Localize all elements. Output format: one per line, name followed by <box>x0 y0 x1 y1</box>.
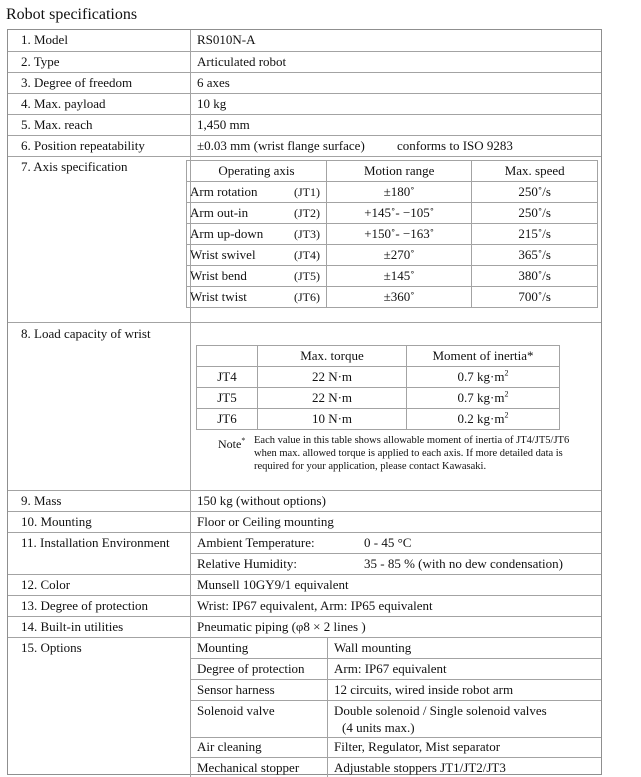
spec-row-utilities <box>8 616 601 637</box>
table-row <box>187 182 598 203</box>
load-inertia: 0.7 $kg\cdot m^2$ <box>407 388 560 409</box>
spec-row-reach <box>8 114 601 135</box>
axis-jt: (JT6) <box>283 287 327 308</box>
axis-speed: 250˚/s <box>472 182 598 203</box>
spec-value: Pneumatic piping (φ8 × 2 lines ) <box>197 619 366 634</box>
axis-range: ±360˚ <box>327 287 472 308</box>
spec-row-dof <box>8 72 601 93</box>
note-text: Each value in this table shows allowable moment of inertia of JT4/JT5/JT6 when max. allowed torque is applied to each axis. If more detailed data is required for your application, please contact Kawasaki. <box>254 435 570 472</box>
spec-row-mounting <box>8 511 601 532</box>
spec-value-extra: conforms to ISO 9283 <box>397 138 513 153</box>
spec-label: 15. Options <box>21 640 82 655</box>
note-label: Note* <box>218 436 246 451</box>
option-name: Sensor harness <box>197 682 275 697</box>
axis-name: Arm rotation <box>187 182 284 203</box>
axis-speed: 700˚/s <box>472 287 598 308</box>
spec-label: 7. Axis specification <box>21 159 128 174</box>
axis-range: ±145˚ <box>327 266 472 287</box>
load-axis: JT4 <box>197 367 258 388</box>
env-hum-value: 35 - 85 % (with no dew condensation) <box>364 556 563 571</box>
spec-row-environment <box>8 532 601 574</box>
spec-value: 1,450 mm <box>197 117 250 132</box>
axis-range: +150˚- −163˚ <box>327 224 472 245</box>
load-torque: 22 N·m <box>258 388 407 409</box>
spec-label: 13. Degree of protection <box>21 598 149 613</box>
env-temp-label: Ambient Temperature: <box>197 535 315 550</box>
table-row <box>187 203 598 224</box>
spec-value: ±0.03 mm (wrist flange surface) <box>197 138 365 153</box>
spec-value: 10 kg <box>197 96 227 111</box>
option-value: Double solenoid / Single solenoid valves <box>334 703 547 718</box>
table-row <box>187 287 598 308</box>
axis-name: Arm out-in <box>187 203 284 224</box>
axis-jt: (JT2) <box>283 203 327 224</box>
axis-speed: 365˚/s <box>472 245 598 266</box>
load-torque: 10 N·m <box>258 409 407 430</box>
spec-label: 11. Installation Environment <box>21 535 170 550</box>
axis-range: ±180˚ <box>327 182 472 203</box>
option-name: Mechanical stopper <box>197 760 300 775</box>
option-name: Air cleaning <box>197 739 262 754</box>
option-name: Mounting <box>197 640 249 655</box>
spec-row-color <box>8 574 601 595</box>
page-title: Robot specifications <box>6 6 138 23</box>
load-inertia: 0.7 $kg\cdot m^2$ <box>407 367 560 388</box>
axis-spec-table <box>186 160 598 308</box>
load-inertia: 0.2 $kg\cdot m^2$ <box>407 409 560 430</box>
spec-row-mass <box>8 490 601 511</box>
axis-speed: 215˚/s <box>472 224 598 245</box>
spec-label: 6. Position repeatability <box>21 138 145 153</box>
axis-name: Arm up-down <box>187 224 284 245</box>
axis-speed: 380˚/s <box>472 266 598 287</box>
option-value: Adjustable stoppers JT1/JT2/JT3 <box>334 760 506 775</box>
axis-jt: (JT4) <box>283 245 327 266</box>
spec-row-protection <box>8 595 601 616</box>
spec-value: Munsell 10GY9/1 equivalent <box>197 577 349 592</box>
spec-label: 10. Mounting <box>21 514 92 529</box>
axis-range: +145˚- −105˚ <box>327 203 472 224</box>
axis-speed: 250˚/s <box>472 203 598 224</box>
load-torque: 22 N·m <box>258 367 407 388</box>
spec-label: 2. Type <box>21 54 60 69</box>
load-axis: JT6 <box>197 409 258 430</box>
option-value: Arm: IP67 equivalent <box>334 661 447 676</box>
axis-range: ±270˚ <box>327 245 472 266</box>
load-header-axis <box>197 346 258 367</box>
option-value: Filter, Regulator, Mist separator <box>334 739 501 754</box>
spec-label: 3. Degree of freedom <box>21 75 133 90</box>
option-value: Wall mounting <box>334 640 412 655</box>
table-row <box>197 409 560 430</box>
spec-label: 5. Max. reach <box>21 117 93 132</box>
axis-jt: (JT1) <box>283 182 327 203</box>
axis-header-operating: Operating axis <box>187 161 327 182</box>
spec-row-model <box>8 30 601 51</box>
load-header-torque: Max. torque <box>258 346 407 367</box>
axis-header-speed: Max. speed <box>472 161 598 182</box>
load-capacity-table <box>196 345 560 430</box>
axis-jt: (JT5) <box>283 266 327 287</box>
spec-label: 4. Max. payload <box>21 96 106 111</box>
spec-value: RS010N-A <box>197 32 256 47</box>
load-header-inertia: Moment of inertia* <box>407 346 560 367</box>
spec-value: Floor or Ceiling mounting <box>197 514 334 529</box>
spec-label: 9. Mass <box>21 493 62 508</box>
env-temp-value: 0 - 45 °C <box>364 535 412 550</box>
option-name: Degree of protection <box>197 661 305 676</box>
spec-value: Wrist: IP67 equivalent, Arm: IP65 equivalent <box>197 598 433 613</box>
spec-label: 12. Color <box>21 577 71 592</box>
option-value: 12 circuits, wired inside robot arm <box>334 682 514 697</box>
axis-name: Wrist bend <box>187 266 284 287</box>
table-row <box>187 224 598 245</box>
table-row <box>197 367 560 388</box>
option-value-line2: (4 units max.) <box>342 720 415 735</box>
spec-value: 6 axes <box>197 75 230 90</box>
spec-value: 150 kg (without options) <box>197 493 326 508</box>
spec-row-type <box>8 51 601 72</box>
spec-row-options <box>8 637 601 777</box>
axis-name: Wrist swivel <box>187 245 284 266</box>
env-hum-label: Relative Humidity: <box>197 556 298 571</box>
axis-jt: (JT3) <box>283 224 327 245</box>
load-note <box>218 434 588 473</box>
spec-row-payload <box>8 93 601 114</box>
spec-label: 8. Load capacity of wrist <box>21 326 151 341</box>
spec-row-repeatability <box>8 135 601 156</box>
axis-name: Wrist twist <box>187 287 284 308</box>
load-axis: JT5 <box>197 388 258 409</box>
spec-label: 1. Model <box>21 32 68 47</box>
spec-value: Articulated robot <box>197 54 287 69</box>
axis-header-range: Motion range <box>327 161 472 182</box>
spec-label: 14. Built-in utilities <box>21 619 124 634</box>
table-row <box>187 245 598 266</box>
table-row <box>187 266 598 287</box>
table-row <box>197 388 560 409</box>
option-name: Solenoid valve <box>197 703 275 718</box>
